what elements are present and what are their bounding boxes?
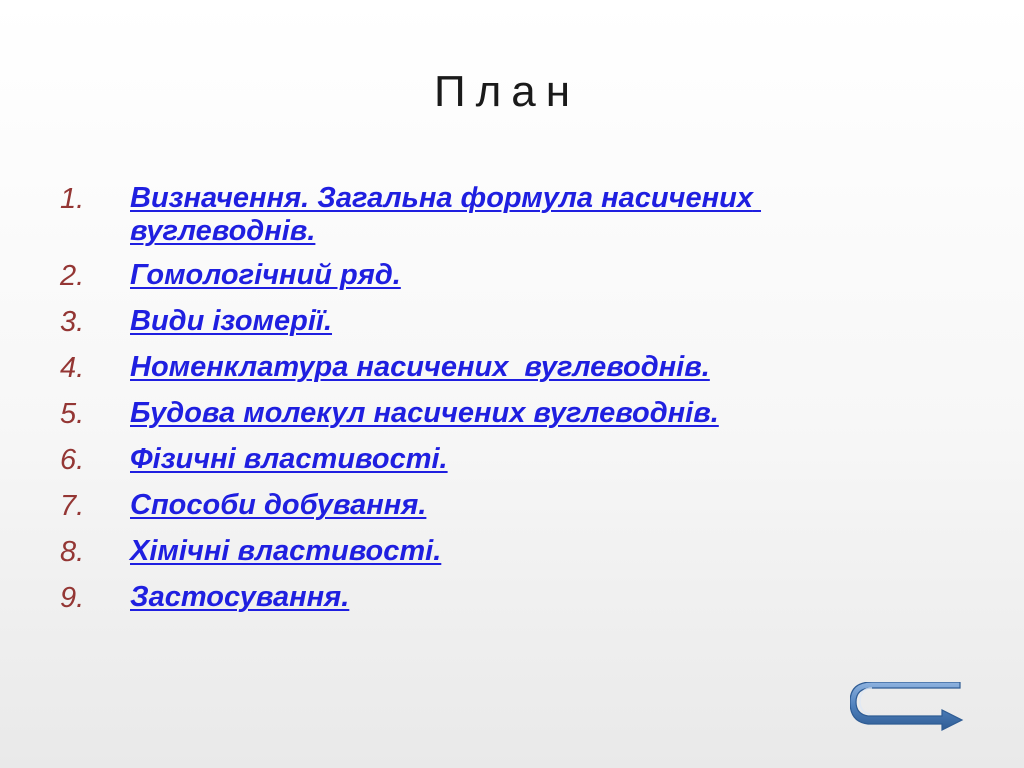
plan-item-4 <box>60 351 920 386</box>
plan-item-3 <box>60 305 920 340</box>
plan-item-link-homologous-series[interactable]: Гомологічний ряд. <box>130 259 401 291</box>
plan-item-link-definition[interactable]: Визначення. Загальна формула насичених вуглеводнів. <box>130 182 762 247</box>
plan-item-7 <box>60 489 920 524</box>
plan-item-link-application[interactable]: Застосування. <box>130 581 350 613</box>
plan-list <box>60 182 920 627</box>
plan-item-link-isomerism[interactable]: Види ізомерії. <box>130 305 333 337</box>
plan-item-link-chemical-properties[interactable]: Хімічні властивості. <box>130 535 442 567</box>
plan-item-link-nomenclature[interactable]: Номенклатура насичених вуглеводнів. <box>130 351 710 383</box>
plan-item-number: 5. <box>60 398 85 430</box>
plan-item-number: 1. <box>60 183 85 215</box>
plan-item-5 <box>60 397 920 432</box>
plan-item-number: 2. <box>60 260 85 292</box>
plan-item-link-production[interactable]: Способи добування. <box>130 489 427 521</box>
plan-item-2 <box>60 259 920 294</box>
u-turn-arrow-icon[interactable] <box>850 682 968 732</box>
plan-item-number: 3. <box>60 306 85 338</box>
plan-item-link-structure[interactable]: Будова молекул насичених вуглеводнів. <box>130 397 719 429</box>
plan-item-9 <box>60 581 920 616</box>
plan-item-1 <box>60 182 920 248</box>
plan-item-link-physical-properties[interactable]: Фізичні властивості. <box>130 443 448 475</box>
plan-item-number: 8. <box>60 536 85 568</box>
plan-item-number: 6. <box>60 444 85 476</box>
slide-title: План <box>433 67 581 116</box>
plan-item-number: 7. <box>60 490 85 522</box>
plan-item-number: 4. <box>60 352 85 384</box>
plan-item-8 <box>60 535 920 570</box>
plan-item-number: 9. <box>60 582 85 614</box>
plan-item-6 <box>60 443 920 478</box>
